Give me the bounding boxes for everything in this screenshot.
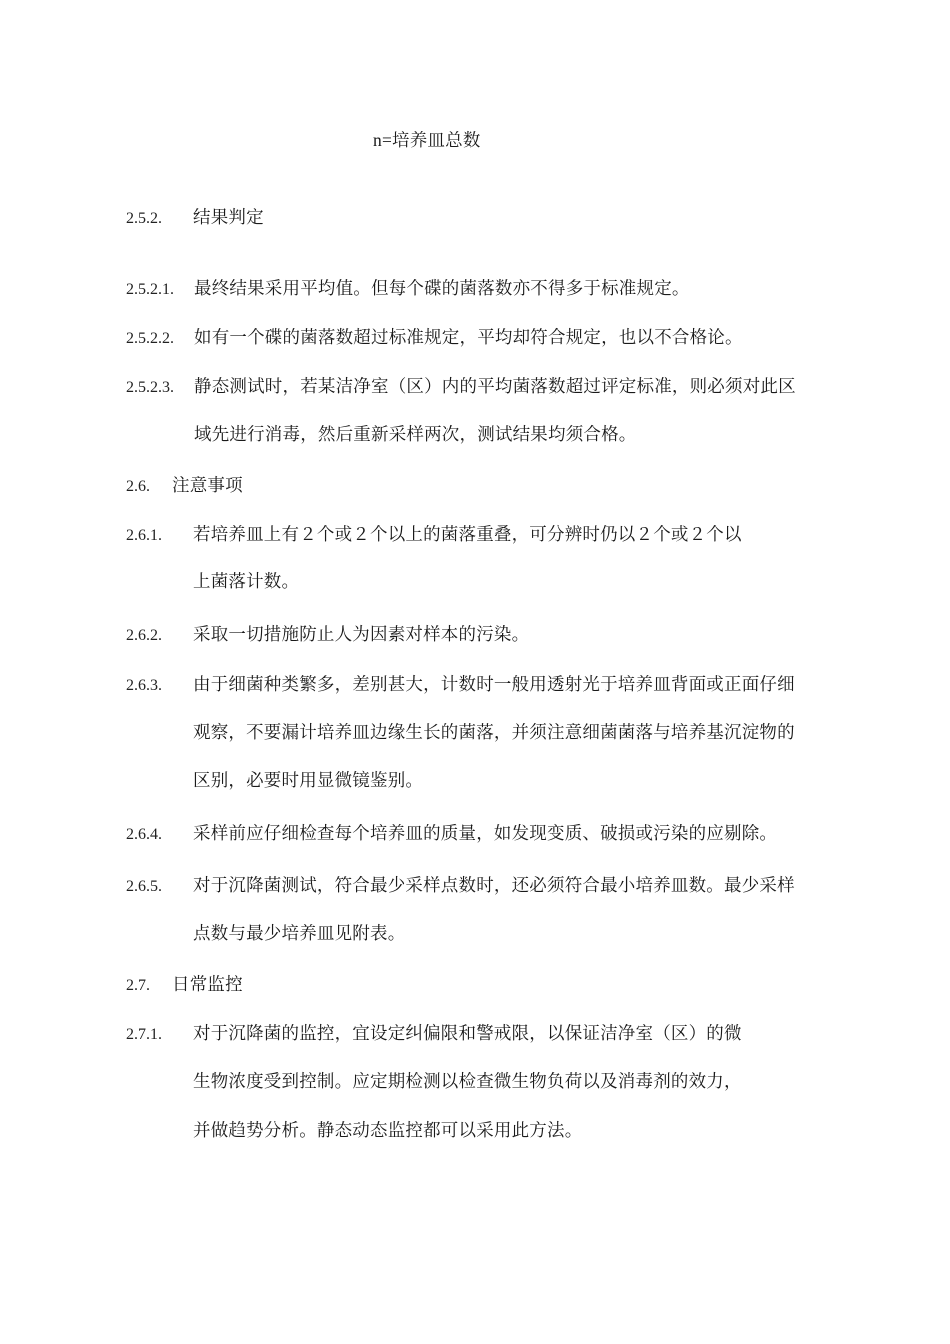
section-heading: 日常监控: [172, 975, 243, 995]
paragraph-line: 对于沉降菌测试，符合最少采样点数时，还必须符合最小培养皿数。最少采样: [193, 876, 795, 896]
paragraph-line: 区别，必要时用显微镜鉴别。: [193, 771, 424, 791]
section-heading: 结果判定: [193, 208, 264, 228]
section-number: 2.6.4.: [126, 826, 162, 843]
section-number: 2.6.5.: [126, 878, 162, 895]
section-number: 2.5.2.1.: [126, 281, 174, 298]
paragraph-line: 采取一切措施防止人为因素对样本的污染。: [193, 625, 530, 645]
paragraph-line: 点数与最少培养皿见附表。: [193, 924, 406, 944]
section-number: 2.6.2.: [126, 627, 162, 644]
section-number: 2.6.1.: [126, 527, 162, 544]
paragraph-line: 对于沉降菌的监控，宜设定纠偏限和警戒限，以保证洁净室（区）的微: [193, 1024, 742, 1044]
paragraph-line: 由于细菌种类繁多，差别甚大，计数时一般用透射光于培养皿背面或正面仔细: [193, 675, 795, 695]
paragraph-line: 观察，不要漏计培养皿边缘生长的菌落，并须注意细菌菌落与培养基沉淀物的: [193, 723, 795, 743]
section-heading: 注意事项: [172, 476, 243, 496]
paragraph-line: 如有一个碟的菌落数超过标准规定，平均却符合规定，也以不合格论。: [194, 328, 743, 348]
section-number: 2.5.2.2.: [126, 330, 174, 347]
section-number: 2.5.2.: [126, 210, 162, 227]
paragraph-line: 并做趋势分析。静态动态监控都可以采用此方法。: [193, 1121, 583, 1141]
section-number: 2.7.: [126, 977, 150, 994]
paragraph-line: 域先进行消毒，然后重新采样两次，测试结果均须合格。: [194, 425, 637, 445]
formula-note: n=培养皿总数: [373, 130, 481, 150]
section-number: 2.6.3.: [126, 677, 162, 694]
paragraph-line: 静态测试时，若某洁净室（区）内的平均菌落数超过评定标准，则必须对此区: [194, 377, 796, 397]
paragraph-line: 上菌落计数。: [193, 572, 300, 592]
section-number: 2.5.2.3.: [126, 379, 174, 396]
paragraph-line: 若培养皿上有２个或２个以上的菌落重叠，可分辨时仍以２个或２个以: [193, 525, 742, 545]
paragraph-line: 采样前应仔细检查每个培养皿的质量，如发现变质、破损或污染的应剔除。: [193, 824, 778, 844]
section-number: 2.6.: [126, 478, 150, 495]
section-number: 2.7.1.: [126, 1026, 162, 1043]
paragraph-line: 最终结果采用平均值。但每个碟的菌落数亦不得多于标准规定。: [194, 279, 690, 299]
paragraph-line: 生物浓度受到控制。应定期检测以检查微生物负荷以及消毒剂的效力，: [193, 1072, 742, 1092]
